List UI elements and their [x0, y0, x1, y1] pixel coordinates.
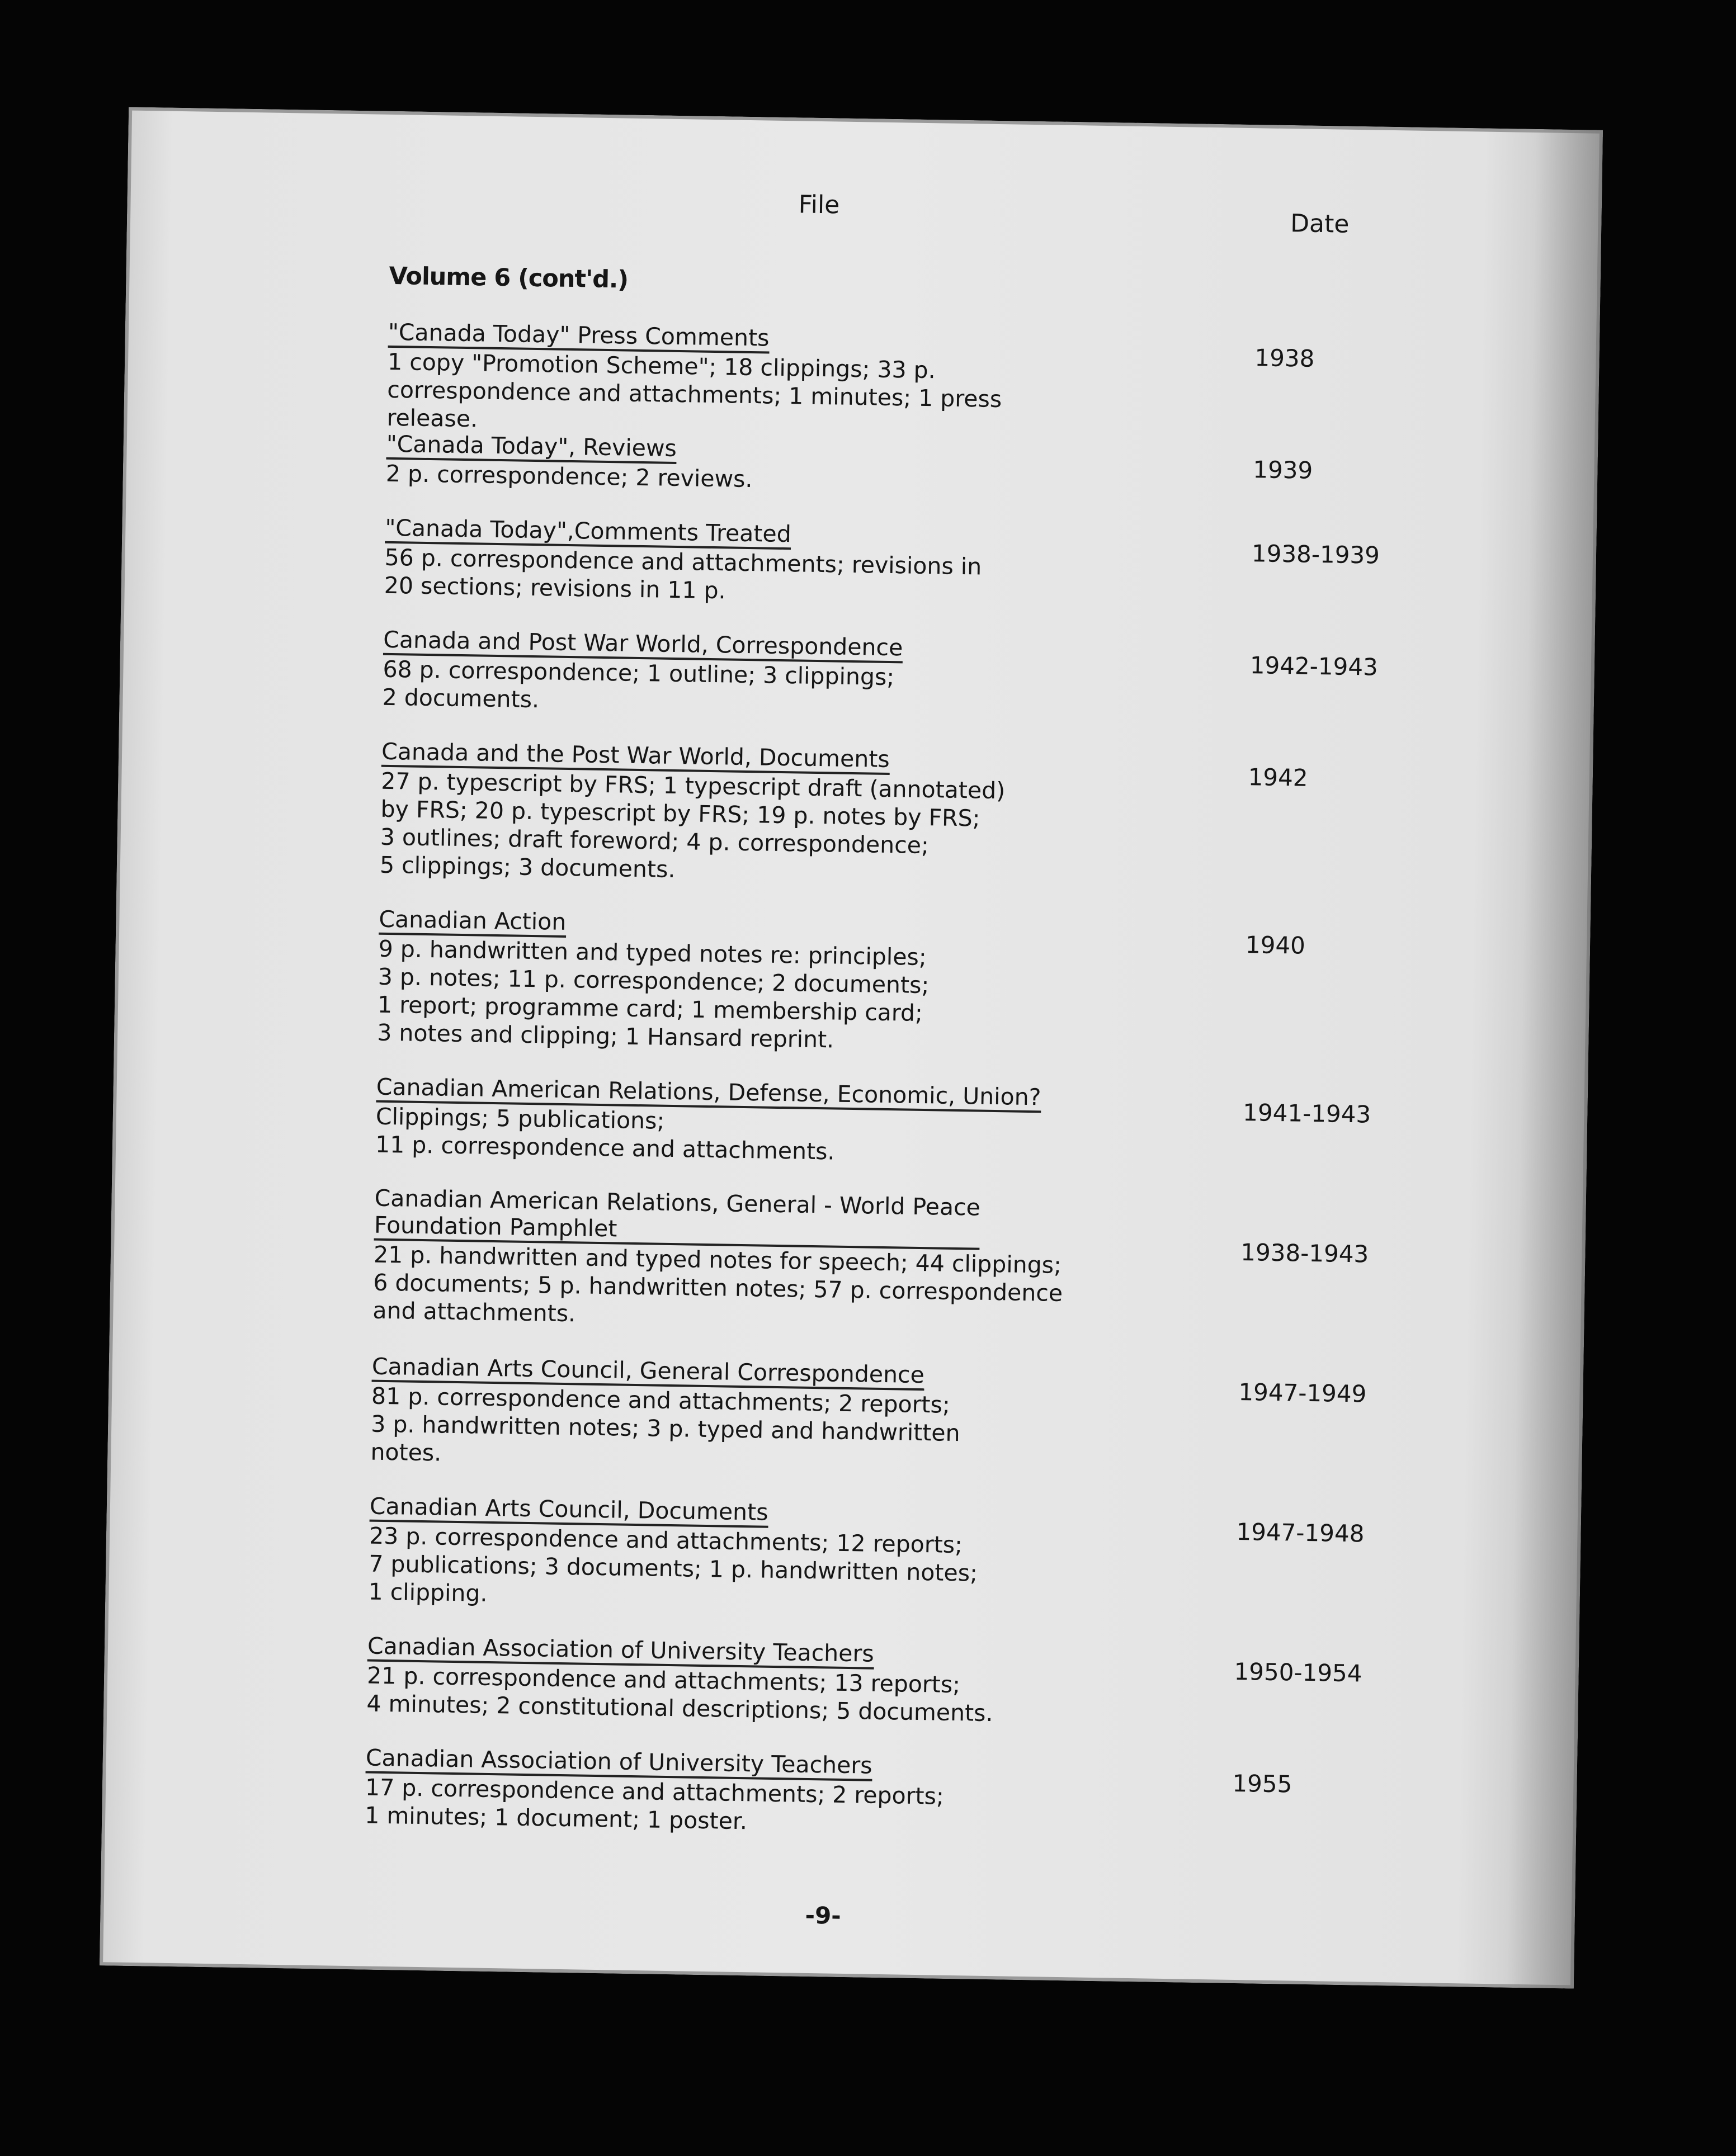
entry-title: "Canada Today", Reviews — [386, 431, 677, 464]
entry-description: 81 p. correspondence and attachments; 2 reports; 3 p. handwritten notes; 3 p. typed and handwritten notes. — [370, 1382, 960, 1467]
file-entry — [382, 626, 1558, 756]
entry-title: Canadian Arts Council, Documents — [370, 1493, 768, 1528]
file-entry — [379, 737, 1556, 924]
file-entry — [370, 1353, 1546, 1511]
entry-title: Canadian Association of University Teachers — [366, 1744, 872, 1781]
file-list — [364, 318, 1563, 1874]
entry-date: 1939 — [1252, 456, 1313, 484]
entry-date: 1955 — [1232, 1769, 1292, 1798]
file-entry — [367, 1492, 1544, 1651]
entry-date: 1942 — [1248, 763, 1308, 792]
entry-description: 23 p. correspondence and attachments; 12 reports; 7 publications; 3 documents; 1 p. handwritten notes; 1 clipping. — [368, 1522, 978, 1607]
entry-title: Canada and the Post War World, Documents — [381, 738, 890, 775]
entry-date: 1950-1954 — [1234, 1657, 1362, 1687]
document-page — [100, 107, 1603, 1989]
entry-title: Canadian American Relations, General - World Peace Foundation Pamphlet — [374, 1185, 980, 1250]
entry-title: Canadian Association of University Teachers — [367, 1633, 874, 1670]
entry-date: 1938-1939 — [1251, 540, 1380, 569]
file-entry — [372, 1185, 1549, 1371]
file-entry — [364, 1744, 1540, 1874]
entry-date: 1940 — [1245, 931, 1306, 959]
date-column-header: Date — [1290, 209, 1350, 239]
entry-description: 2 p. correspondence; 2 reviews. — [385, 460, 753, 493]
file-entry — [384, 514, 1560, 644]
volume-heading: Volume 6 (cont'd.) — [389, 262, 629, 294]
entry-description: 21 p. handwritten and typed notes for speech; 44 clippings; 6 documents; 5 p. handwritten notes; 57 p. correspondence and attachments. — [372, 1241, 1063, 1327]
entry-description: 68 p. correspondence; 1 outline; 3 clippings; 2 documents. — [382, 655, 895, 713]
entry-description: 9 p. handwritten and typed notes re: principles; 3 p. notes; 11 p. correspondence; 2 documents; 1 report; programme card; 1 membership card; 3 notes and clipping; 1 Hansard reprint. — [376, 935, 930, 1053]
entry-title: Canada and Post War World, Correspondence — [383, 626, 903, 664]
entry-description: 17 p. correspondence and attachments; 2 reports; 1 minutes; 1 document; 1 poster. — [364, 1774, 945, 1835]
entry-title: Canadian Action — [379, 906, 567, 938]
file-entry — [386, 318, 1563, 448]
entry-title: Canadian Arts Council, General Correspondence — [372, 1353, 925, 1391]
entry-title: Canadian American Relations, Defense, Economic, Union? — [376, 1074, 1041, 1113]
entry-title: "Canada Today" Press Comments — [388, 319, 770, 354]
entry-date: 1947-1948 — [1236, 1517, 1365, 1548]
entry-date: 1938 — [1254, 344, 1315, 372]
entry-description: 27 p. typescript by FRS; 1 typescript draft (annotated) by FRS; 20 p. typescript by FRS; 19 p. notes by FRS; 3 outlines; draft foreword; 4 p. correspondence; 5 clippings; 3 documents. — [379, 767, 1006, 883]
file-entry — [366, 1632, 1542, 1762]
entry-description: Clippings; 5 publications; 11 p. correspondence and attachments. — [375, 1103, 835, 1165]
page-number: -9- — [805, 1901, 842, 1930]
entry-date: 1938-1943 — [1240, 1238, 1369, 1268]
entry-date: 1942-1943 — [1249, 651, 1379, 681]
entry-date: 1941-1943 — [1242, 1099, 1371, 1128]
entry-date: 1947-1949 — [1238, 1378, 1367, 1408]
entry-description: 56 p. correspondence and attachments; revisions in 20 sections; revisions in 11 p. — [384, 543, 982, 604]
entry-title: "Canada Today",Comments Treated — [385, 514, 791, 550]
file-column-header: File — [798, 190, 840, 220]
entry-description: 21 p. correspondence and attachments; 13 reports; 4 minutes; 2 constitutional descriptions; 5 documents. — [366, 1662, 993, 1727]
file-entry — [376, 905, 1553, 1091]
file-entry — [375, 1073, 1551, 1203]
entry-description: 1 copy "Promotion Scheme"; 18 clippings; 33 p. correspondence and attachments; 1 minutes; 1 press release. — [386, 348, 1002, 433]
